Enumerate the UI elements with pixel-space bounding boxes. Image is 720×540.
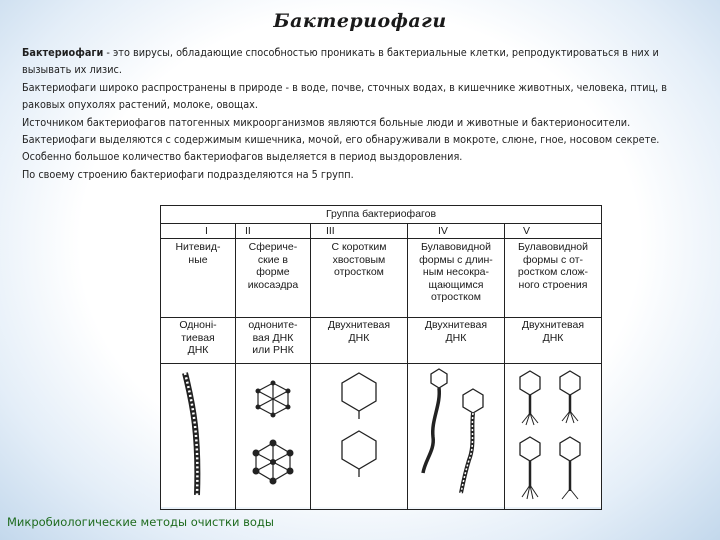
filamentous-phage-drawing xyxy=(161,364,236,510)
short-tail-phage-drawing xyxy=(310,364,407,510)
form-cell: Булавовидной формы с длин- ным несокра- щающимся отростком xyxy=(407,239,504,318)
acid-cell: Одноні- тиевая ДНК xyxy=(161,318,236,364)
group-label: V xyxy=(504,224,601,239)
group-label: IV xyxy=(407,224,504,239)
slide-footer: Микробиологические методы очистки воды xyxy=(7,515,274,529)
paragraph-distribution: Бактериофаги широко распространены в природе - в воде, почве, сточных водах, в кишечнике животных, человека, птиц, в раковых опухолях растений, молоке, овощах. xyxy=(22,80,668,112)
icosahedral-phage-drawing xyxy=(235,364,310,510)
paragraph-definition xyxy=(22,44,698,79)
table-header: Группа бактериофагов xyxy=(161,206,602,224)
form-cell: Сфериче- ские в форме икосаэдра xyxy=(235,239,310,318)
acid-cell: однонитe- вая ДНК или РНК xyxy=(235,318,310,364)
body-text xyxy=(22,44,698,183)
acid-cell: Двухнитевая ДНК xyxy=(310,318,407,364)
group-label: I xyxy=(161,224,236,239)
slide-title: Бактериофаги xyxy=(273,10,447,32)
group-label: II xyxy=(235,224,310,239)
form-cell: Нитевид- ные xyxy=(161,239,236,318)
form-cell: С коротким хвостовым отростком xyxy=(310,239,407,318)
form-cell: Булавовидной формы с от- ростком слож- ного строения xyxy=(504,239,601,318)
paragraph-groups: По своему строению бактериофаги подразделяются на 5 групп. xyxy=(22,167,354,181)
long-tail-phage-drawing xyxy=(407,364,504,510)
complex-tail-phage-drawing xyxy=(504,364,601,510)
acid-cell: Двухнитевая ДНК xyxy=(407,318,504,364)
phage-groups-table xyxy=(160,205,602,507)
acid-cell: Двухнитевая ДНК xyxy=(504,318,601,364)
paragraph-sources: Источником бактериофагов патогенных микроорганизмов являются больные люди и животные и бактерионосители. Бактериофаги выделяются с содержимым кишечника, мочой, его обнаруживали в мокроте, слюне, гное, носовом секрете. Особенно большое количество бактериофагов выделяется в период выздоровления. xyxy=(22,115,660,164)
definition-text: - это вирусы, обладающие способностью проникать в бактериальные клетки, репродуктироваться в них и вызывать их лизис. xyxy=(22,46,659,77)
group-label: III xyxy=(310,224,407,239)
term-bold: Бактериофаги xyxy=(22,46,104,59)
